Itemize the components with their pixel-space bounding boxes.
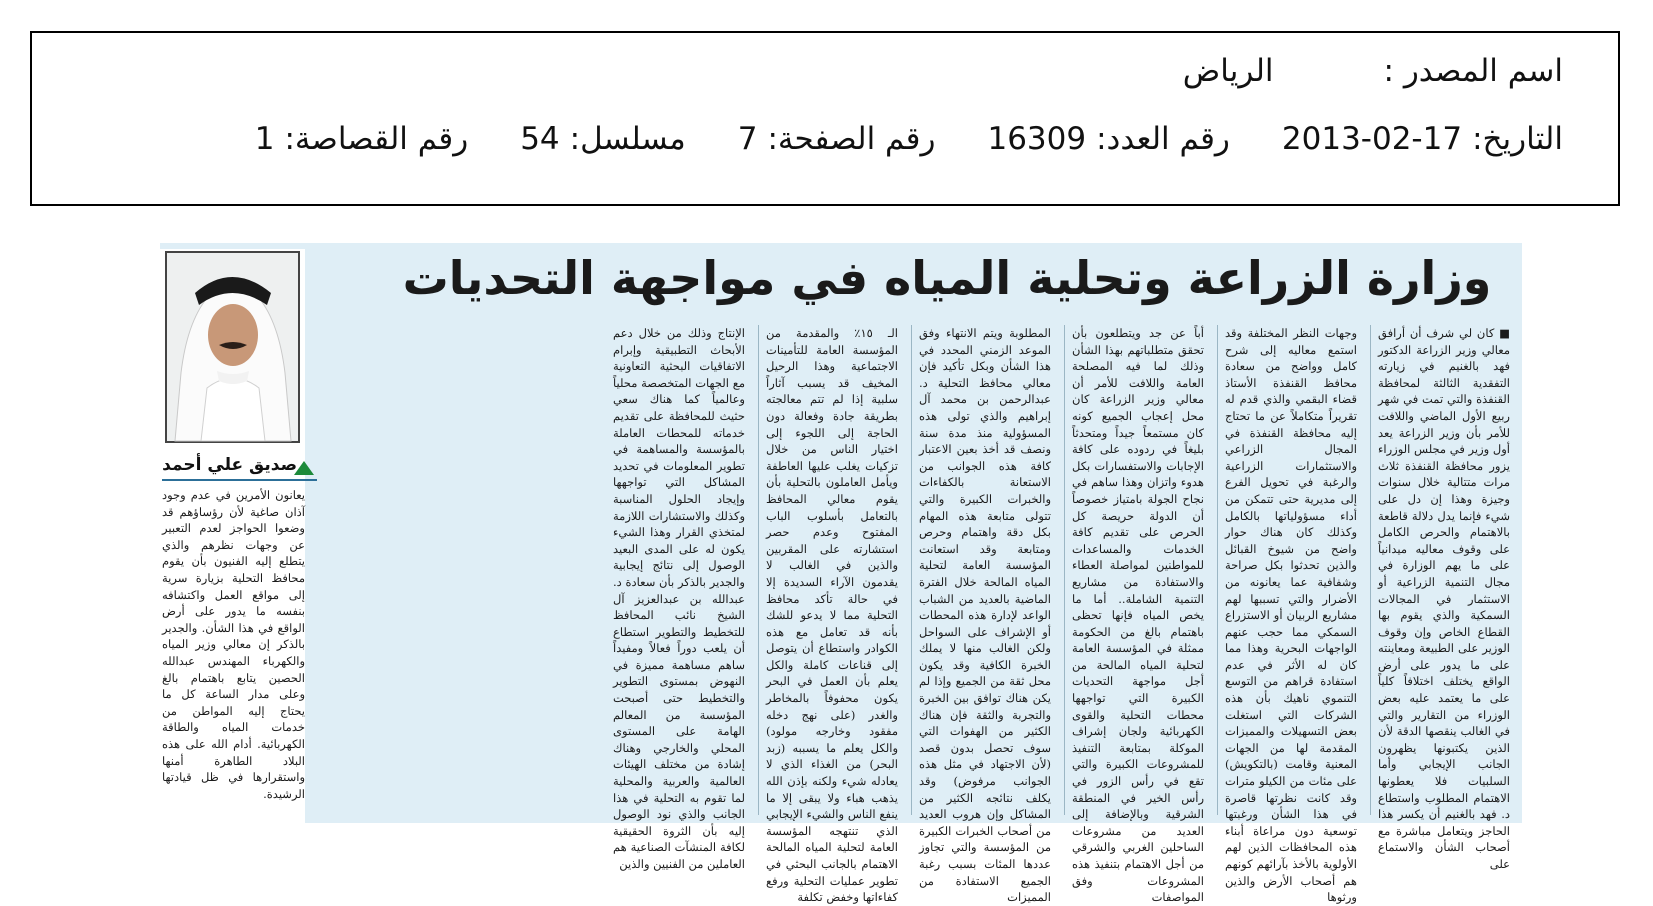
page-value: 7 [737,121,758,157]
author-portrait-image [167,253,298,441]
source-row [1131,53,1563,89]
column-divider [911,325,912,815]
author-column-text: يعانون الأمرين في عدم وجود آذان صاغية لأن رؤساؤهم قد وضعوا الحواجز لعدم التعبير عن وجهات نظرهم والذي يتطلع إليه الفنيون بأن يقوم محافظ التحلية بزيارة سرية إلى مواقع العمل واكتشافه بنفسه ما يدور على أرض الواقع في هذا الشأن. والجدير بالذكر إن معالي وزير المياه والكهرباء المهندس عبدالله الحصين يتابع باهتمام بالغ وعلى مدار الساعة كل ما يحتاج إليه المواطن من خدمات المياه والطاقة الكهربائية. أدام الله على هذه البلاد الطاهرة أمنها واستقرارها في ظل قيادتها الرشيدة. [162,488,305,801]
green-triangle-icon [294,461,314,475]
column-divider [1064,325,1065,815]
article-column-1: ■ كان لي شرف أن أرافق معالي وزير الزراعة الدكتور فهد بالغنيم في زيارته التفقدية الثالثة لمحافظة القنفذة والتي تمت في شهر ربيع الأول الماضي واللافت للأمر بأن وزير الزراعة يعد أول وزير في مجلس الوزراء يزور محافظة القنفذة ثلاث مرات متتالية خلال سنوات وجيزة وهذا إن دل على شيء فإنما يدل دلالة قاطعة بالاهتمام والحرص الكامل على وقوف معاليه ميدانياً على ما يهم الوزارة في مجال التنمية الزراعية أو الاستثمار في المجالات السمكية والذي يقوم بها القطاع الخاص وإن وقوف الوزير على الطبيعة ومعاينته على ما يدور على أرض الواقع يختلف اختلافاً كلياً على ما يعتمد عليه بعض الوزراء من التقارير والتي في الغالب ينقصها الدقة لأن الذين يكتبونها يظهرون الجانب الإيجابي وأما السلبيات فلا يعطونها الاهتمام المطلوب واستطاع د. فهد بالغنيم أن يكسر هذا الحاجز ويتعامل مباشرة مع أصحاب الشأن والاستماع على [1378,326,1510,871]
clip-label: رقم القصاصة: [284,121,469,157]
serial-label: مسلسل: [569,121,686,157]
page-label: رقم الصفحة: [767,121,936,157]
date-label: التاريخ: [1472,121,1563,157]
date-value: 2013-02-17 [1281,121,1463,157]
source-label: اسم المصدر : [1383,53,1563,89]
author-photo [165,251,300,443]
article-column-2: وجهات النظر المختلفة وقد استمع معاليه إلى شرح كامل وواضح من سعادة محافظ القنفذة الأستاذ قضاء البقمي والذي قدم له تقريراً متكاملاً عن ما تحتاج إليه محافظة القنفذة في المجال الزراعي والاستثمارات الزراعية والرغبة في تحويل الفرع إلى مديرية حتى تتمكن من أداء مسؤولياتها بالكامل وكذلك كان هناك حوار واضح من شيوخ القبائل والذين تحدثوا بكل صراحة وشفافية عما يعانونه من الأضرار والتي تسببها لهم مشاريع الربيان أو الاستزراع السمكي مما حجب عنهم الواجهات البحرية وهذا مما كان له الأثر في عدم استفادة قراهم من التوسع التنموي ناهيك بأن هذه الشركات التي استغلت بعض التسهيلات والمميزات المقدمة لها من الجهات المعنية وقامت (بالتكويش) على مئات من الكيلو مترات وقد كانت نظرتها قاصرة في هذا الشأن ورغبتها توسعية دون مراعاة أبناء هذه المحافظات الذين لهم الأولوية بالأخذ بآرائهم كونهم هم أصحاب الأرض والذين ورثوها [1225,326,1357,905]
author-name: صديق علي أحمد [162,455,297,475]
newspaper-article [160,243,1522,905]
column-divider [758,325,759,815]
author-divider [162,479,317,481]
clip-value: 1 [254,121,275,157]
article-column-3: أباً عن جد ويتطلعون بأن تحقق متطلباتهم بهذا الشأن وذلك لما فيه المصلحة العامة واللافت للأمر أن معالي وزير الزراعة كان محل إعجاب الجميع كونه كان مستمعاً جيداً ومتحدثاً بليغاً في ردوده على كافة الإجابات والاستفسارات بكل هدوء واتزان وهذا ساهم في نجاح الجولة بامتياز خصوصاً أن الدولة حريصة كل الحرص على تقديم كافة الخدمات والمساعدات للمواطنين لمواصلة العطاء والاستفادة من مشاريع التنمية الشاملة.. أما ما يخص المياه فإنها تحظى باهتمام بالغ من الحكومة ممثلة في المؤسسة العامة لتحلية المياه المالحة من أجل مواجهة التحديات الكبيرة التي تواجهها محطات التحلية والقوى الكهربائية ولجان إشراف الموكلة بمتابعة التنفيذ للمشروعات الكبيرة والتي تقع في رأس الزور في رأس الخير في المنطقة الشرقية وبالإضافة إلى العديد من مشروعات الساحلين الغربي والشرقي من أجل الاهتمام بتنفيذ هذه المشروعات وفق المواصفات [1072,326,1204,905]
clipping-info-box [30,31,1620,206]
column-divider [1217,325,1218,815]
issue-label: رقم العدد: [1096,121,1230,157]
article-column-5: الـ ١٥٪ والمقدمة من المؤسسة العامة للتأمينات الاجتماعية وهذا الرحيل المخيف قد يسبب آثاراً سلبية إذا لم تتم معالجته بطريقة جادة وفعالة دون الحاجة إلى اللجوء إلى اختيار الناس من خلال تزكيات يغلب عليها العاطفة ويأمل العاملون بالتحلية بأن يقوم معالي المحافظ بالتعامل بأسلوب الباب المفتوح وعدم حصر استشارته على المقربين والذين في الغالب لا يقدمون الآراء السديدة إلا في حالة تأكد محافظ التحلية مما لا يدعو للشك بأنه قد تعامل مع هذه الكوادر واستطاع أن يتوصل إلى قناعات كاملة والكل يعلم بأن العمل في البحر يكون محفوفاً بالمخاطر والغدر (على نهج دخله مفقود وخارجه مولود) والكل يعلم ما يسببه (زبد البحر) من الغذاء الذي لا يعادله شيء ولكنه بإذن الله يذهب هباء ولا يبقى إلا ما ينفع الناس والشيء الإيجابي الذي تنتهجه المؤسسة العامة لتحلية المياه المالحة الاهتمام بالجانب البحثي في تطوير عمليات التحلية ورفع كفاءاتها وخفض تكلفة [766,326,898,905]
issue-value: 16309 [987,121,1087,157]
details-row [203,121,1563,157]
article-column-6: الإنتاج وذلك من خلال دعم الأبحاث التطبيقية وإبرام الاتفاقيات البحثية التعاونية مع الجهات المتخصصة محلياً وعالمياً كما هناك سعي حثيث للمحافظة على تقديم خدماته للمحطات العاملة بالمؤسسة والمساهمة في تطوير المعلومات في تحديد المشاكل التي تواجهها وإيجاد الحلول المناسبة وكذلك والاستشارات اللازمة لمتخذي القرار وهذا الشيء يكون له على المدى البعيد الوصول إلى نتائج إيجابية والجدير بالذكر بأن سعادة د. عبدالله بن عبدالعزيز آل الشيخ نائب المحافظ للتخطيط والتطوير استطاع أن يلعب دوراً فعالاً ومفيداً ساهم مساهمة مميزة في النهوض بمستوى التطوير والتخطيط حتى أصبحت المؤسسة من المعالم الهامة على المستوى المحلي والخارجي وهناك إشادة من مختلف الهيئات العالمية والعربية والمحلية لما تقوم به التحلية في هذا الجانب والذي نود الوصول إليه بأن الثروة الحقيقية لكافة المنشآت الصناعية هم العاملين من الفنيين والذين [613,326,745,871]
article-headline: وزارة الزراعة وتحلية المياه في مواجهة التحديات [402,251,1492,305]
column-divider [1370,325,1371,815]
author-sidebar [160,249,305,823]
source-value: الرياض [1182,53,1274,89]
serial-value: 54 [520,121,560,157]
article-column-4: المطلوبة ويتم الانتهاء وفق الموعد الزمني المحدد في هذا الشأن وبكل تأكيد فإن معالي محافظ التحلية د. عبدالرحمن بن محمد آل إبراهيم والذي تولى هذه المسؤولية منذ مدة سنة ونصف قد أخذ بعين الاعتبار كافة هذه الجوانب من الاستعانة بالكفاءات والخبرات الكبيرة والتي تتولى متابعة هذه المهام بكل دقة واهتمام وحرص ومتابعة وقد استعانت المؤسسة العامة لتحلية المياه المالحة خلال الفترة الماضية بالعديد من الشباب الواعد لإدارة هذه المحطات أو الإشراف على السواحل ولكن الغالب منها لا يملك الخبرة الكافية وقد يكون محل ثقة من الجميع وإذا لم يكن هناك توافق بين الخبرة والتجربة والثقة فإن هناك الكثير من الهفوات التي سوف تحصل بدون قصد (لأن الاجتهاد في مثل هذه الجوانب مرفوض) وقد يكلف نتائجه الكثير من المشاكل وإن هروب العديد من أصحاب الخبرات الكبيرة من المؤسسة والتي تجاوز عددها المئات بسبب رغبة الجميع الاستفادة من المميزات [919,326,1051,905]
